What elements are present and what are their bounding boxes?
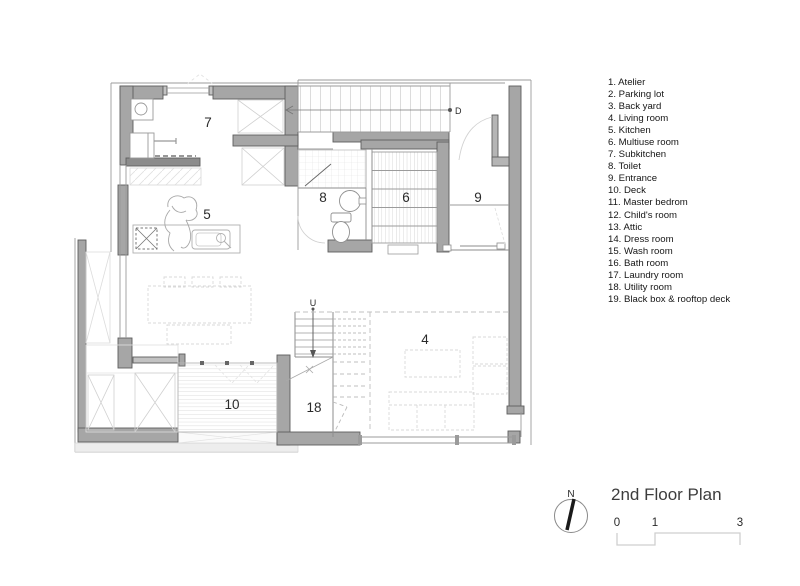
sofa-back (389, 392, 474, 405)
break-line-x-icon (306, 366, 313, 373)
legend-item: 19. Black box & rooftop deck (608, 293, 731, 305)
room-label-entrance: 9 (474, 190, 482, 205)
legend-item: 5. Kitchen (608, 125, 651, 137)
legend-list (608, 77, 730, 306)
kitchen-cabinet-hatch (130, 168, 201, 185)
dining-bench (167, 325, 231, 344)
sink-icon (340, 191, 361, 212)
north-arrow (555, 489, 588, 533)
armchair (473, 366, 507, 394)
kitchen-counter (130, 156, 240, 253)
window-mullions (358, 435, 516, 445)
room-label-utility: 18 (306, 400, 322, 415)
roof-dash-line (187, 74, 213, 84)
plan-title: 2nd Floor Plan (611, 485, 722, 504)
legend-item: 12. Child's room (608, 209, 678, 221)
coffee-table (405, 350, 460, 377)
left-balcony-brace (86, 252, 110, 343)
legend-item: 15. Wash room (608, 245, 673, 257)
stairs-top (286, 80, 462, 132)
lower-ground-strip (75, 443, 298, 452)
dining-table (148, 286, 251, 323)
living-room-dashed-boundary (295, 312, 509, 432)
dining-chair (164, 277, 185, 287)
room6-step (388, 245, 418, 254)
north-label: N (567, 489, 575, 500)
scale-bar (614, 517, 743, 545)
legend-item: 3. Back yard (608, 101, 662, 113)
legend-item: 11. Master bedrom (608, 197, 688, 209)
toilet-door-arc (298, 216, 325, 243)
scale-tick-3: 3 (736, 517, 744, 529)
stairs-bottom (286, 298, 368, 437)
sofa-seat (389, 405, 474, 430)
room-label-living: 4 (421, 332, 429, 347)
dining-chair (192, 277, 213, 287)
toilet-bowl-icon (333, 222, 350, 243)
legend-item: 1. Atelier (608, 77, 646, 88)
legend-item: 8. Toilet (608, 161, 641, 173)
utility-door-swing-dash (333, 402, 347, 431)
legend-item: 16. Bath room (608, 257, 669, 269)
stair-up-marker: U (309, 298, 317, 308)
toilet-room (298, 149, 366, 250)
room-label-deck: 10 (224, 397, 240, 412)
top-door-lines (167, 88, 209, 93)
dining-chair (220, 277, 241, 287)
shoe-cabinet-dash (495, 208, 505, 244)
scale-tick-1: 1 (651, 517, 659, 529)
room-label-kitchen: 5 (203, 207, 211, 222)
stair-line-end-dot-icon (448, 108, 452, 112)
room-label-toilet: 8 (319, 190, 327, 205)
deck-skirt (178, 432, 277, 443)
entrance-door-arc (459, 117, 492, 160)
room-label-subkitchen: 7 (204, 115, 212, 130)
stair-down-marker: D (455, 106, 462, 116)
legend-item: 4. Living room (608, 113, 669, 125)
legend-item: 2. Parking lot (608, 89, 664, 101)
legend-item: 18. Utility room (608, 281, 672, 293)
entrance-room (443, 117, 509, 251)
room-label-multiuse: 6 (402, 190, 410, 205)
subkitchen-fixtures (130, 99, 176, 158)
living-room-window-band (360, 412, 521, 443)
armchair (473, 337, 507, 364)
legend-item: 13. Attic (608, 221, 643, 233)
legend-item: 14. Dress room (608, 233, 674, 245)
legend-item: 9. Entrance (608, 173, 658, 185)
north-needle-icon (567, 499, 574, 530)
legend-item: 7. Subkitchen (608, 149, 667, 161)
legend-item: 6. Multiuse room (608, 137, 679, 149)
scale-tick-0: 0 (613, 517, 621, 529)
legend-item: 10. Deck (608, 185, 646, 197)
toilet-tank-icon (331, 213, 351, 222)
room6-left-wall-lines (366, 149, 372, 240)
legend-item: 17. Laundry room (608, 269, 684, 281)
